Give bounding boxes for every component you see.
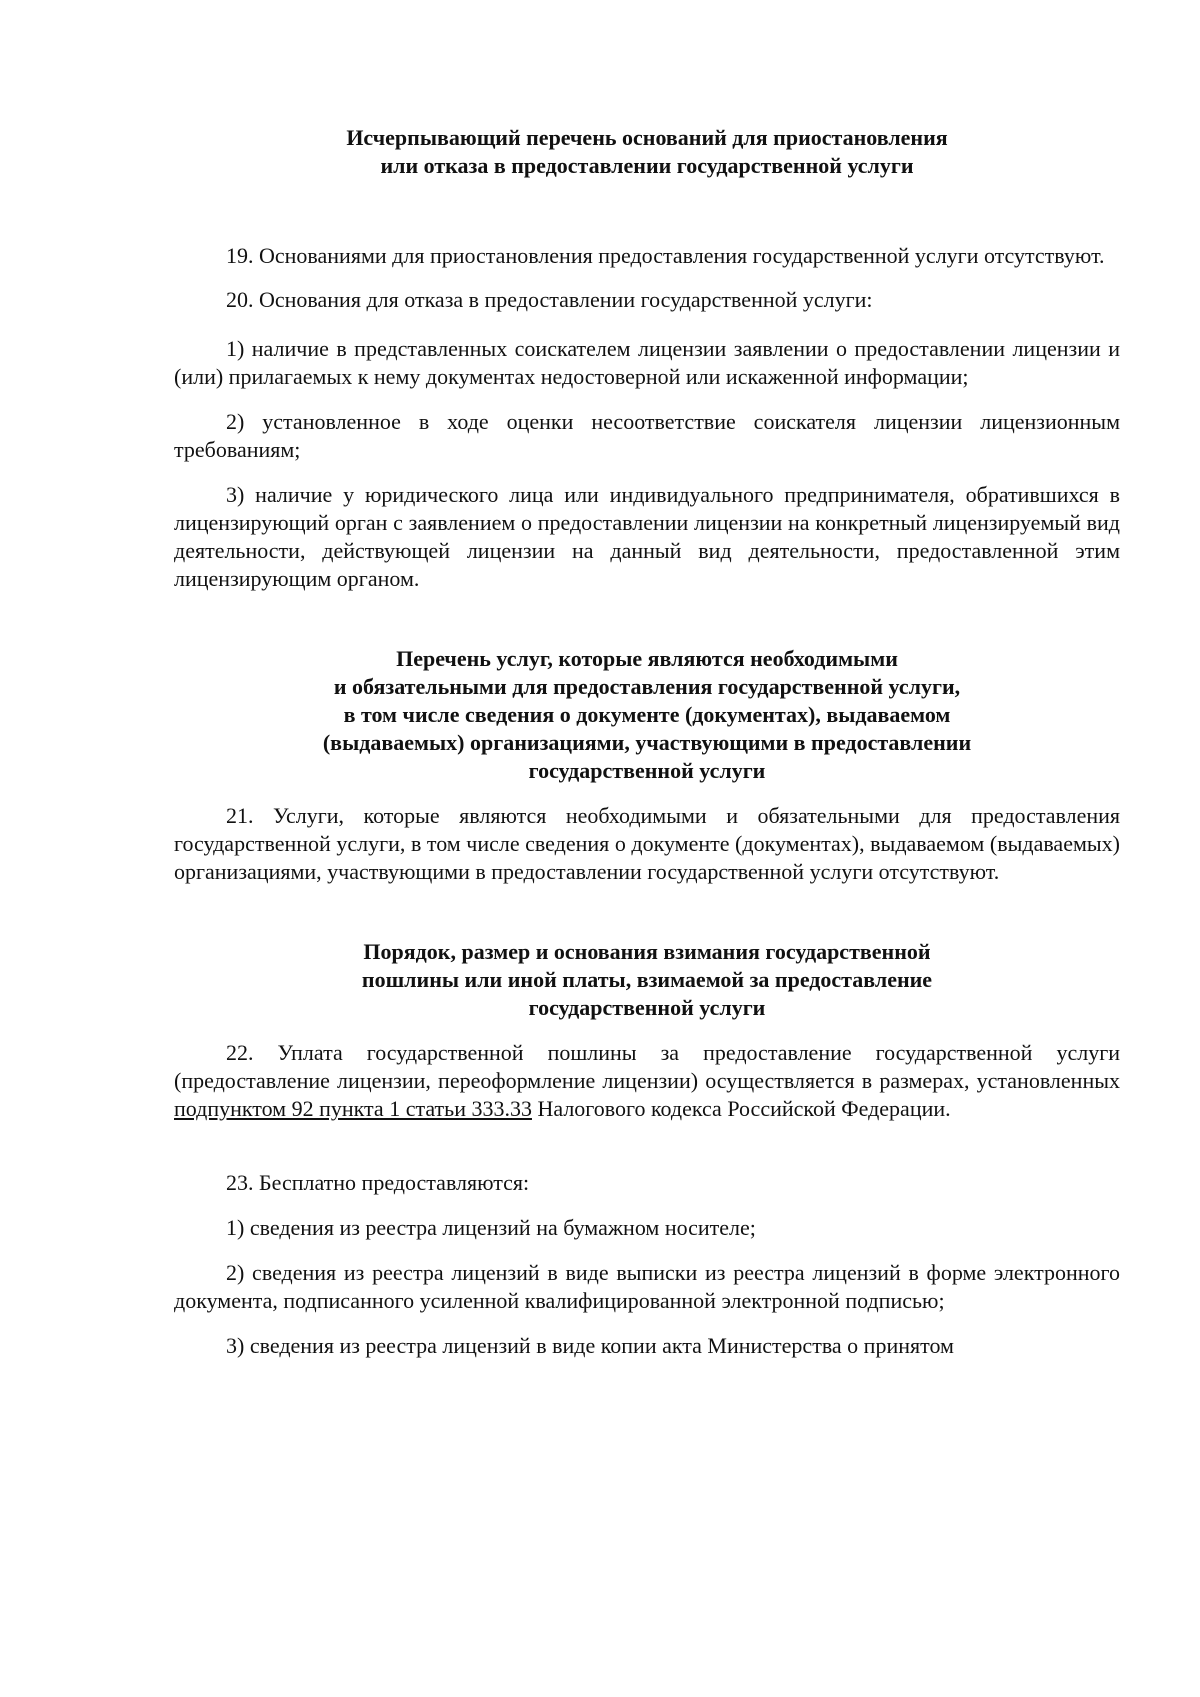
paragraph-20-item-3: 3) наличие у юридического лица или индивидуального предпринимателя, обратившихся в лицензирующий орган с заявлением о предоставлении лицензии на конкретный лицензируемый вид деятельности, действующей лицензии на данный вид деятельности, предоставленной этим лицензирующим органом. — [174, 482, 1120, 591]
heading-line: Порядок, размер и основания взимания государственной — [363, 939, 931, 964]
paragraph-23-item-3: 3) сведения из реестра лицензий в виде копии акта Министерства о принятом — [226, 1333, 954, 1358]
heading-line: государственной услуги — [528, 995, 766, 1020]
heading-line: в том числе сведения о документе (документах), выдаваемом — [343, 702, 951, 727]
tax-code-article-link[interactable]: подпунктом 92 пункта 1 статьи 333.33 — [174, 1096, 532, 1121]
paragraph-19: 19. Основаниями для приостановления предоставления государственной услуги отсутствуют. — [226, 243, 1105, 268]
heading-line: государственной услуги — [528, 758, 766, 783]
heading-line: Перечень услуг, которые являются необходимыми — [396, 646, 898, 671]
heading-line: или отказа в предоставлении государственной услуги — [380, 153, 914, 178]
section-heading-suspension-refusal — [174, 124, 1120, 180]
paragraph-23-item-2: 2) сведения из реестра лицензий в виде выписки из реестра лицензий в форме электронного документа, подписанного усиленной квалифицированной электронной подписью; — [174, 1260, 1120, 1313]
paragraph-22 — [174, 1039, 1120, 1123]
heading-line: пошлины или иной платы, взимаемой за предоставление — [361, 967, 933, 992]
paragraph-20-item-2: 2) установленное в ходе оценки несоответствие соискателя лицензии лицензионным требованиям; — [174, 409, 1120, 462]
document-page — [174, 124, 1120, 1360]
heading-line: и обязательными для предоставления государственной услуги, — [333, 674, 961, 699]
section-heading-necessary-services — [174, 645, 1120, 785]
paragraph-22-text-end: Налогового кодекса Российской Федерации. — [531, 1096, 951, 1121]
paragraph-20-item-1: 1) наличие в представленных соискателем лицензии заявлении о предоставлении лицензии и (или) прилагаемых к нему документах недостоверной или искаженной информации; — [174, 336, 1120, 389]
paragraph-21: 21. Услуги, которые являются необходимыми и обязательными для предоставления государственной услуги, в том числе сведения о документе (документах), выдаваемом (выдаваемых) организациями, участвующими в предоставлении государственной услуги отсутствуют. — [174, 803, 1120, 884]
paragraph-23-item-1: 1) сведения из реестра лицензий на бумажном носителе; — [226, 1215, 756, 1240]
paragraph-20: 20. Основания для отказа в предоставлении государственной услуги: — [226, 287, 873, 312]
paragraph-22-text: 22. Уплата государственной пошлины за предоставление государственной услуги (предоставление лицензии, переоформление лицензии) осуществляется в размерах, установленных — [174, 1040, 1120, 1093]
section-heading-state-duty — [174, 938, 1120, 1022]
heading-line: Исчерпывающий перечень оснований для приостановления — [346, 125, 948, 150]
paragraph-23: 23. Бесплатно предоставляются: — [226, 1170, 530, 1195]
heading-line: (выдаваемых) организациями, участвующими в предоставлении — [322, 730, 972, 755]
